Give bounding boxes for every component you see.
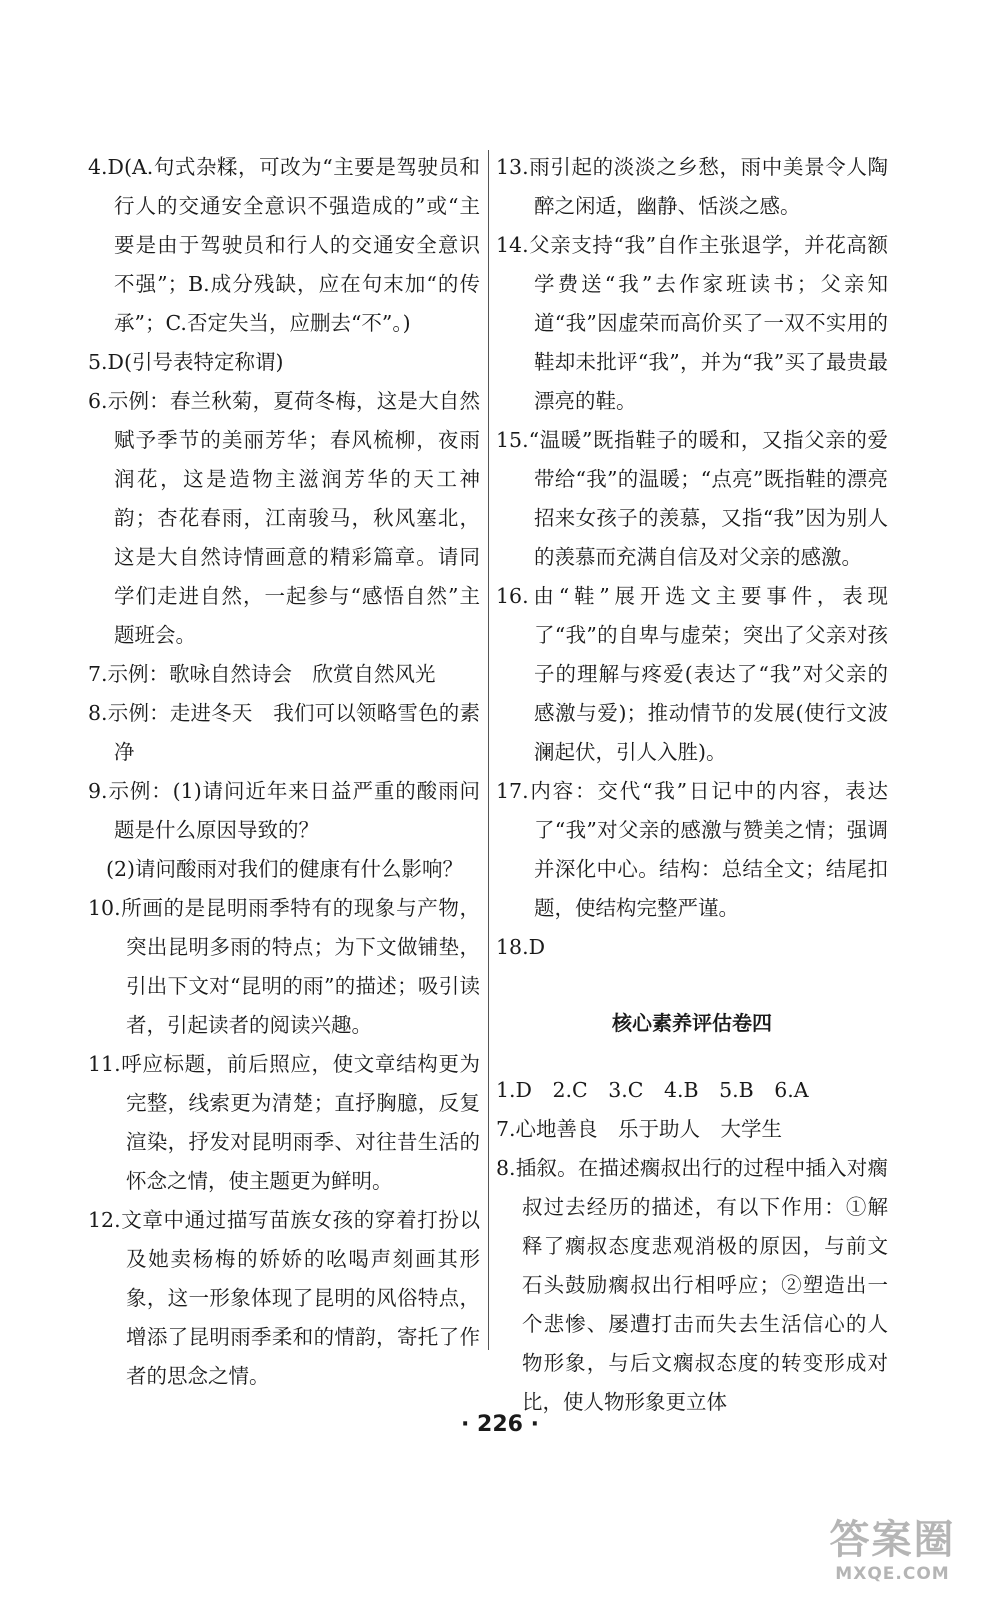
right-column <box>496 148 888 1422</box>
answer-6: 6.示例：春兰秋菊，夏荷冬梅，这是大自然赋予季节的美丽芳华；春风梳柳，夜雨润花，这是造物主滋润芳华的天工神韵；杏花春雨，江南骏马，秋风塞北，这是大自然诗情画意的精彩篇章。请同学们走进自然，一起参与“感悟自然”主题班会。 <box>88 389 480 647</box>
page-number: · 226 · <box>461 1412 539 1437</box>
answer-16: 16.由“鞋”展开选文主要事件，表现了“我”的自卑与虚荣；突出了父亲对孩子的理解与疼爱(表达了“我”对父亲的感激与爱)；推动情节的发展(使行文波澜起伏，引人入胜)。 <box>496 584 888 764</box>
answer-18: 18.D <box>496 935 546 959</box>
answer-13: 13.雨引起的淡淡之乡愁，雨中美景令人陶醉之闲适，幽静、恬淡之感。 <box>496 155 888 218</box>
answer-14: 14.父亲支持“我”自作主张退学，并花高额学费送“我”去作家班读书；父亲知道“我”因虚荣而高价买了一双不实用的鞋却未批评“我”，并为“我”买了最贵最漂亮的鞋。 <box>496 233 888 413</box>
answer-8: 8.示例：走进冬天 我们可以领略雪色的素净 <box>88 701 480 764</box>
answer-9-part-2: (2)请问酸雨对我们的健康有什么影响？ <box>106 857 464 881</box>
column-divider <box>488 150 489 1350</box>
left-column <box>88 148 480 1396</box>
answer-15: 15.“温暖”既指鞋子的暖和，又指父亲的爱带给“我”的温暖；“点亮”既指鞋的漂亮招来女孩子的羡慕，又指“我”因为别人的羡慕而充满自信及对父亲的感激。 <box>496 428 888 569</box>
watermark-url: MXQE.COM <box>835 1564 950 1584</box>
answer-8-set4: 8.插叙。在描述瘸叔出行的过程中插入对瘸叔过去经历的描述，有以下作用：①解释了瘸叔态度悲观消极的原因，与前文石头鼓励瘸叔出行相呼应；②塑造出一个悲惨、屡遭打击而失去生活信心的人物形象，与后文瘸叔态度的转变形成对比，使人物形象更立体 <box>496 1156 888 1414</box>
choice-answers: 1.D 2.C 3.C 4.B 5.B 6.A <box>496 1078 809 1102</box>
answer-9: 9.示例：(1)请问近年来日益严重的酸雨问题是什么原因导致的？ <box>88 779 480 842</box>
answer-10: 10.所画的是昆明雨季特有的现象与产物，突出昆明多雨的特点；为下文做铺垫，引出下文对“昆明的雨”的描述；吸引读者，引起读者的阅读兴趣。 <box>88 896 480 1037</box>
section-heading: 核心素养评估卷四 <box>612 1011 772 1035</box>
answer-4: 4.D(A.句式杂糅，可改为“主要是驾驶员和行人的交通安全意识不强造成的”或“主要是由于驾驶员和行人的交通安全意识不强”；B.成分残缺，应在句末加“的传承”；C.否定失当，应删去“不”。) <box>88 155 480 335</box>
answer-7-set4: 7.心地善良 乐于助人 大学生 <box>496 1117 783 1141</box>
answer-17: 17.内容：交代“我”日记中的内容，表达了“我”对父亲的感激与赞美之情；强调并深化中心。结构：总结全文；结尾扣题，使结构完整严谨。 <box>496 779 888 920</box>
answer-5: 5.D(引号表特定称谓) <box>88 350 284 374</box>
answer-12: 12.文章中通过描写苗族女孩的穿着打扮以及她卖杨梅的娇娇的吆喝声刻画其形象，这一形象体现了昆明的风俗特点，增添了昆明雨季柔和的情韵，寄托了作者的思念之情。 <box>88 1208 480 1388</box>
answer-11: 11.呼应标题，前后照应，使文章结构更为完整，线索更为清楚；直抒胸臆，反复渲染，抒发对昆明雨季、对往昔生活的怀念之情，使主题更为鲜明。 <box>88 1052 480 1193</box>
watermark-logo <box>805 1516 980 1592</box>
answer-7: 7.示例：歌咏自然诗会 欣赏自然风光 <box>88 662 436 686</box>
watermark-logo-text: 答案圈 <box>829 1517 956 1563</box>
